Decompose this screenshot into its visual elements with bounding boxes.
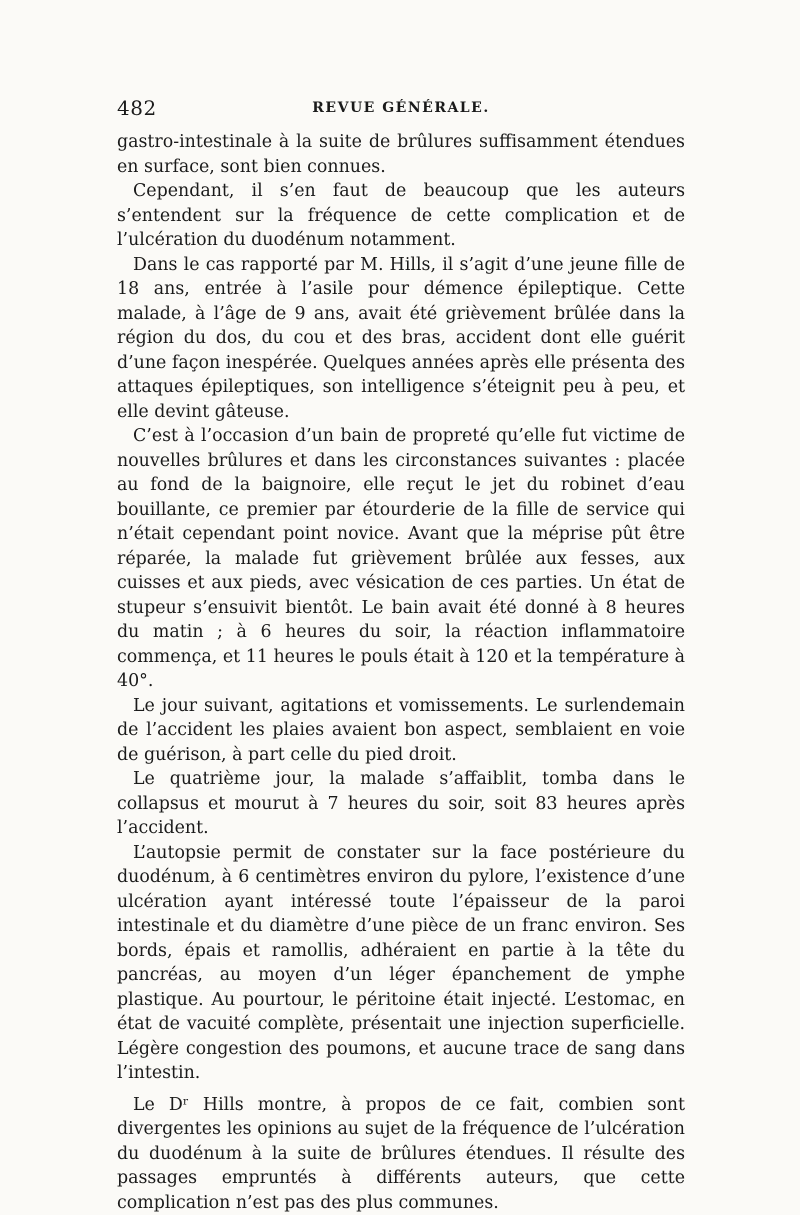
body-text bbox=[117, 130, 685, 1215]
paragraph-continuation: gastro-intestinale à la suite de brûlures suffisamment étendues en surface, sont bien connues. bbox=[117, 132, 685, 177]
paragraph-fourth-day: Le quatrième jour, la malade s’affaiblit, tomba dans le collapsus et mourut à 7 heures du soir, soit 83 heures après l’accident. bbox=[117, 769, 685, 838]
paragraph-following-day: Le jour suivant, agitations et vomissements. Le surlendemain de l’accident les plaies avaient bon aspect, semblaient en voie de guérison, à part celle du pied droit. bbox=[117, 695, 685, 765]
running-title: REVUE GÉNÉRALE. bbox=[312, 100, 490, 116]
paragraph-bath-accident: C’est à l’occasion d’un bain de propreté qu’elle fut victime de nouvelles brûlures et dans les circonstances suivantes : placée au fond de la baignoire, elle reçut le jet du robinet d’eau bouillante, ce premier par étourderie de la fille de service qui n’était cependant point novice. Avant que la méprise pût être réparée, la malade fut grièvement brûlée aux fesses, aux cuisses et aux pieds, avec vésication de ces parties. Un état de stupeur s’ensuivit bientôt. Le bain avait été donné à 8 heures du matin ; à 6 heures du soir, la réaction inflammatoire commença, et 11 heures le pouls était à 120 et la température à 40°. bbox=[117, 426, 685, 691]
paragraph-cependant: Cependant, il s’en faut de beaucoup que les auteurs s’entendent sur la fréquence de cette complication et de l’ulcération du duodénum notamment. bbox=[117, 181, 685, 250]
paragraph-case-report: Dans le cas rapporté par M. Hills, il s’agit d’une jeune fille de 18 ans, entrée à l’asile pour démence épileptique. Cette malade, à l’âge de 9 ans, avait été grièvement brûlée dans la région du dos, du cou et des bras, accident dont elle guérit d’une façon inespérée. Quelques années après elle présenta des attaques épileptiques, son intelligence s’éteignit peu à peu, et elle devint gâteuse. bbox=[117, 254, 685, 422]
page-header bbox=[117, 96, 685, 126]
page-number: 482 bbox=[117, 96, 157, 120]
paragraph-dr-hills: Le Dʳ Hills montre, à propos de ce fait, combien sont divergentes les opinions au sujet de la fréquence de l’ulcération du duodénum à la suite de brûlures étendues. Il résulte des passages empruntés à différents auteurs, que cette complication n’est pas des plus communes. bbox=[117, 1094, 685, 1213]
paragraph-autopsy: L’autopsie permit de constater sur la face postérieure du duodénum, à 6 centimètres environ du pylore, l’existence d’une ulcération ayant intéressé toute l’épaisseur de la paroi intestinale et du diamètre d’une pièce de un franc environ. Ses bords, épais et ramollis, adhéraient en partie à la tête du pancréas, au moyen d’un léger épanchement de ymphe plastique. Au pourtour, le péritoine était injecté. L’estomac, en état de vacuité complète, présentait une injection superficielle. Légère congestion des poumons, et aucune trace de sang dans l’intestin. bbox=[117, 842, 685, 1083]
